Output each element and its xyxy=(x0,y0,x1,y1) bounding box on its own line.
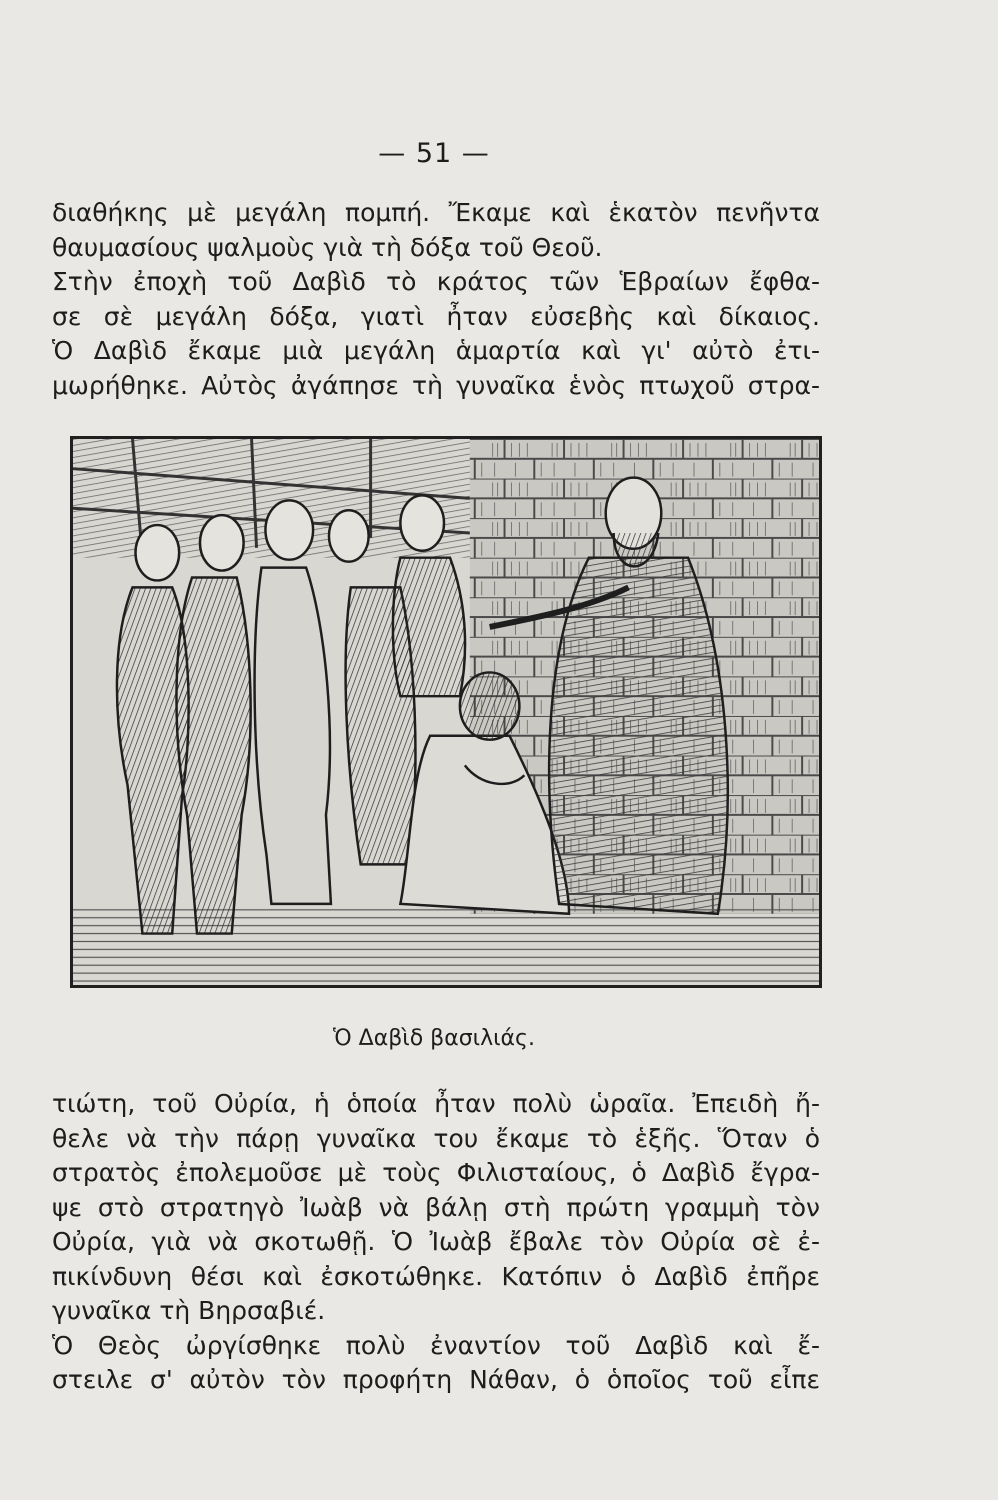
top-paragraph-block xyxy=(52,196,820,403)
bottom-paragraph-block xyxy=(52,1087,820,1398)
figure-caption: Ὁ Δαβὶδ βασιλιάς. xyxy=(333,1026,535,1051)
illustration-frame xyxy=(70,436,822,988)
text-line: Ὁ Δαβὶδ ἔκαμε μιὰ μεγάλη ἁμαρτία καὶ γι' αὐτὸ ἐτι- xyxy=(52,336,820,365)
text-line: τιώτη, τοῦ Οὐρία, ἡ ὁποία ἦταν πολὺ ὡραῖα. Ἐπειδὴ ἤ- xyxy=(52,1089,820,1118)
text-line: θαυμασίους ψαλμοὺς γιὰ τὴ δόξα τοῦ Θεοῦ. xyxy=(52,232,603,262)
text-line: σε σὲ μεγάλη δόξα, γιατὶ ἦταν εὐσεβὴς καὶ δίκαιος. xyxy=(52,301,820,331)
text-line: Οὐρία, γιὰ νὰ σκοτωθῇ. Ὁ Ἰωὰβ ἔβαλε τὸν Οὐρία σὲ ἐ- xyxy=(52,1227,820,1256)
engraving-illustration-icon xyxy=(73,439,819,985)
text-line: Στὴν ἐποχὴ τοῦ Δαβὶδ τὸ κράτος τῶν Ἑβραίων ἔφθα- xyxy=(52,267,820,296)
text-line: γυναῖκα τὴ Βηρσαβιέ. xyxy=(52,1296,326,1325)
text-line: διαθήκης μὲ μεγάλη πομπή. Ἔκαμε καὶ ἑκατὸν πενῆντα xyxy=(52,198,820,227)
text-line: στρατὸς ἐπολεμοῦσε μὲ τοὺς Φιλισταίους, ὁ Δαβὶδ ἔγρα- xyxy=(52,1158,820,1187)
text-line: στειλε σ' αὐτὸν τὸν προφήτη Νάθαν, ὁ ὁποῖος τοῦ εἶπε xyxy=(52,1365,820,1394)
text-line: πικίνδυνη θέσι καὶ ἐσκοτώθηκε. Κατόπιν ὁ Δαβὶδ ἐπῆρε xyxy=(52,1261,820,1291)
page-number: — 51 — xyxy=(378,138,490,169)
text-line: θελε νὰ τὴν πάρῃ γυναῖκα του ἔκαμε τὸ ἑξῆς. Ὅταν ὁ xyxy=(52,1123,820,1153)
text-line: μωρήθηκε. Αὐτὸς ἀγάπησε τὴ γυναῖκα ἑνὸς πτωχοῦ στρα- xyxy=(52,370,820,400)
text-line: ψε στὸ στρατηγὸ Ἰωὰβ νὰ βάλῃ στὴ πρώτη γραμμὴ τὸν xyxy=(52,1192,820,1222)
text-line: Ὁ Θεὸς ὠργίσθηκε πολὺ ἐναντίον τοῦ Δαβὶδ καὶ ἔ- xyxy=(52,1330,820,1360)
